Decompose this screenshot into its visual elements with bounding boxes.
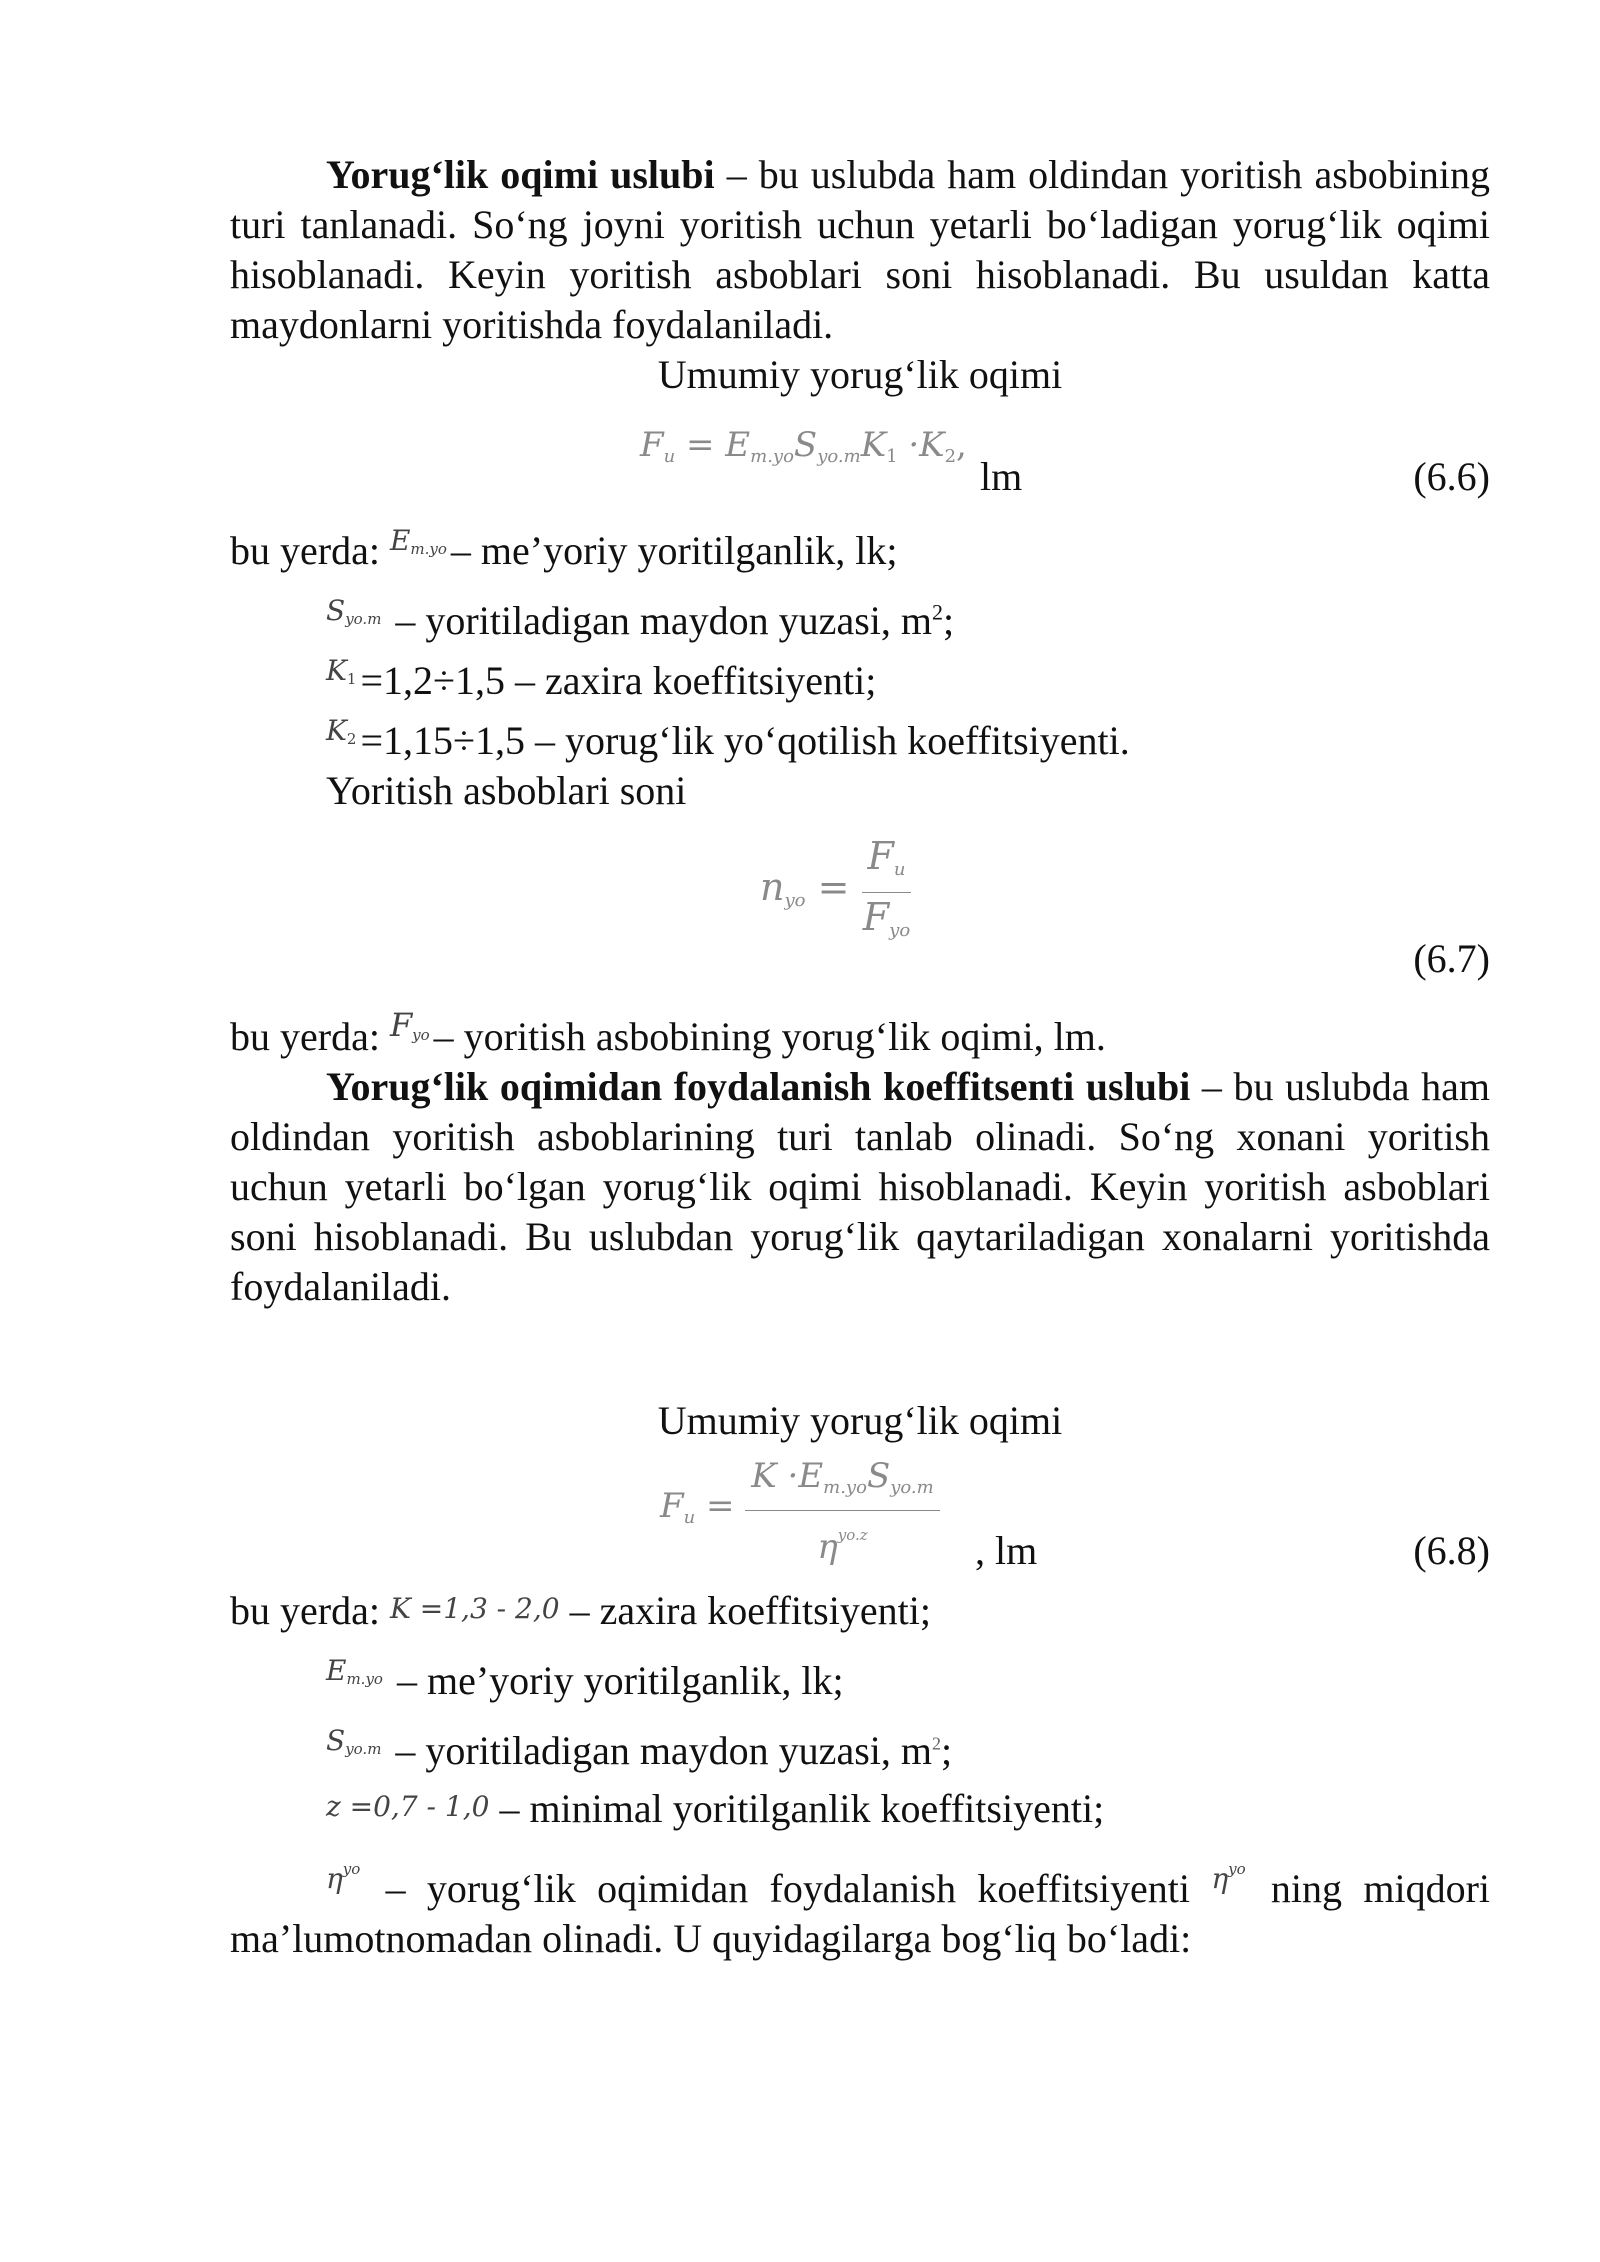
equation-6-7 (230, 816, 1490, 986)
count-heading: Yoritish asboblari soni (326, 768, 687, 813)
def-eta: $^{\eta^{yo}}$ – yorug‘lik oqimidan foydalanish koeffitsiyenti $^{\eta^{yo}}$ ning miqdori ma’lumotnomadan olinadi. U quyidagilarga bog‘liq bo‘ladi: (230, 1860, 1491, 1961)
section2-paragraph (230, 1062, 1490, 1312)
symbol-eta: ηyo (326, 1860, 361, 1895)
document-page (230, 150, 1490, 1964)
def-em-2: $^{E_{m.yo}}$ – me’yoriy yoritilganlik, lk; (326, 1654, 844, 1703)
symbol-fyo: Fyo (389, 1006, 430, 1044)
def-k: bu yerda: K =1,3 - 2,0 – zaxira koeffitsiyenti; (230, 1588, 931, 1633)
symbol-em: Em.yo (389, 524, 447, 558)
eq3-unit: , lm (975, 1528, 1038, 1573)
section2-title: Yorug‘lik oqimidan foydalanish koeffitsenti uslubi (326, 1064, 1191, 1109)
symbol-k1: K1 (326, 654, 357, 688)
formula-flux-utilization: $F_u$ = $\frac{K \cdot E_{m.yo}S_{yo.m}}{\eta^{yo.z}}$ (660, 1456, 940, 1567)
symbol-k-range: K =1,3 - 2,0 (389, 1592, 560, 1625)
symbol-s: Syo.m (326, 1724, 382, 1758)
section1-intro: – bu uslubda ham oldindan yoritish asbobining turi tanlanadi. So‘ng joyni yoritish uchun yetarli bo‘ladigan yorug‘lik oqimi hisoblanadi. Keyin yoritish asboblari soni hisoblanadi. Bu usuldan katta maydonlarni yoritishda foydalaniladi. (230, 152, 1490, 347)
def-k1: $^{K1}$ =1,2÷1,5 – zaxira koeffitsiyenti; (326, 654, 877, 703)
symbol-k2: K2 (326, 714, 357, 748)
definitions-1 (230, 586, 1490, 816)
def-k2: $^{K2}$ =1,15÷1,5 – yorug‘lik yo‘qotilish koeffitsiyenti. (326, 714, 1130, 763)
def-s-1: $^{S_{yo.m}}$ – yoritiladigan maydon yuzasi, $m^2$; (326, 594, 955, 643)
def-z: z =0,7 - 1,0 – minimal yoritilganlik koeffitsiyenti; (326, 1786, 1105, 1831)
equation-6-6 (230, 400, 1490, 500)
symbol-eta-2: ηyo (1211, 1860, 1246, 1895)
eq1-number: (6.6) (1413, 454, 1490, 499)
section1-paragraph (230, 150, 1490, 350)
eq2-number: (6.7) (1413, 936, 1490, 981)
section1-title: Yorug‘lik oqimi uslubi (326, 152, 715, 197)
symbol-z-range: z =0,7 - 1,0 (326, 1790, 490, 1823)
equation-6-8 (230, 1446, 1490, 1576)
symbol-em: Em.yo (326, 1654, 383, 1688)
eq3-number: (6.8) (1413, 1528, 1490, 1573)
def-s-2: $^{S_{yo.m}}$ – yoritiladigan maydon yuzasi, $m^2$; (326, 1724, 953, 1773)
def-em-1: bu yerda: $^{E_{m.yo}}$ – me’yoriy yoritilganlik, lk; (230, 524, 898, 573)
eq1-unit: lm (980, 454, 1023, 499)
formula-flux: $F_u = E_{m.yo}S_{yo.m}K1 \cdot K2$, (640, 425, 967, 467)
def-fyo: bu yerda: $^{F_{yo}}$ – yoritish asbobining yorug‘lik oqimi, lm. (230, 1006, 1106, 1059)
formula-heading-2: Umumiy yorug‘lik oqimi (657, 1398, 1063, 1443)
definitions-2 (230, 1646, 1490, 1964)
formula-count: $n_{yo}$ = $\frac{F_u}{F_{yo}}$ (760, 834, 911, 941)
section2-intro: – bu uslubda ham oldindan yoritish asboblarining turi tanlab olinadi. So‘ng xonani yoritish uchun yetarli bo‘lgan yorug‘lik oqimi hisoblanadi. Keyin yoritish asboblari soni hisoblanadi. Bu uslubdan yorug‘lik qaytariladigan xonalarni yoritishda foydalaniladi. (230, 1064, 1490, 1309)
formula-heading-1: Umumiy yorug‘lik oqimi (657, 352, 1063, 397)
symbol-s: Syo.m (326, 594, 382, 628)
